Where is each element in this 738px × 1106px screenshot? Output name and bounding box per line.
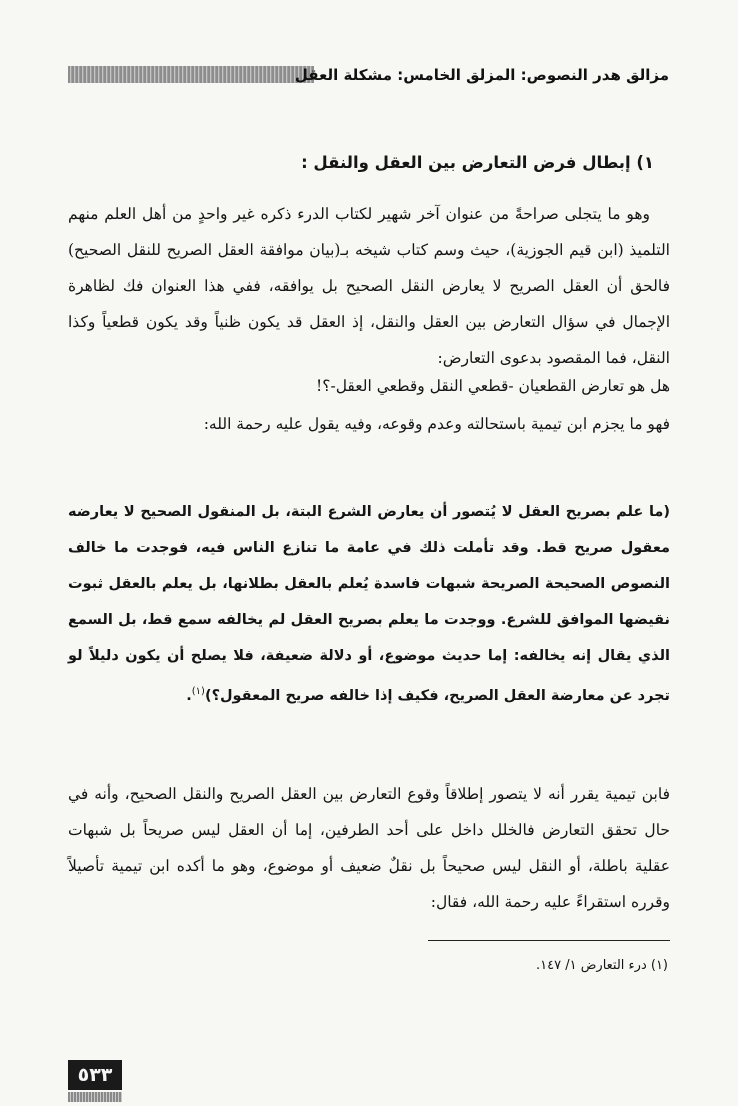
footnote-separator (428, 940, 670, 941)
question-line: هل هو تعارض القطعيان -قطعي النقل وقطعي العقل-؟! (316, 377, 670, 395)
header-title: مزالق هدر النصوص: المزلق الخامس: مشكلة العقل (294, 66, 669, 84)
section-title: ١) إبطال فرض التعارض بين العقل والنقل : (301, 153, 654, 172)
running-header (68, 64, 669, 86)
quote-period: . (186, 687, 192, 704)
paragraph-intro: وهو ما يتجلى صراحةً من عنوان آخر شهير لكتاب الدرء ذكره غير واحدٍ من أهل العلم منهم التلميذ (ابن قيم الجوزية)، حيث وسم كتاب شيخه بـ(بيان موافقة العقل الصريح للنقل الصحيح) فالحق أن العقل الصريح لا يعارض النقل الصحيح بل يوافقه، ففي هذا العنوان فك لظاهرة الإجمال في سؤال التعارض بين العقل والنقل، إذ العقل قد يكون ظنياً وقد يكون قطعياً وكذا النقل، فما المقصود بدعوى التعارض: (68, 205, 670, 367)
ibn-taymiyyah-quote (68, 494, 670, 714)
footnote: (١) درء التعارض ١/ ١٤٧. (535, 958, 668, 973)
quote-text: (ما علم بصريح العقل لا يُتصور أن يعارض الشرع البتة، بل المنقول الصحيح لا يعارضه معقول صريح قط. وقد تأملت ذلك في عامة ما تنازع الناس فيه، فوجدت ما خالف النصوص الصحيحة الصريحة شبهات فاسدة يُعلم بالعقل بطلانها، بل يعلم بالعقل ثبوت نقيضها الموافق للشرع. ووجدت ما يعلم بصريح العقل لم يخالفه سمع قط، بل السمع الذي يقال إنه يخالفه: إما حديث موضوع، أو دلالة ضعيفة، فلا يصلح أن يكون دليلاً لو تجرد عن معارضة العقل الصريح، فكيف إذا خالفه صريح المعقول؟) (68, 504, 670, 704)
paragraph-conclusion: فابن تيمية يقرر أنه لا يتصور إطلاقاً وقوع التعارض بين العقل الصريح والنقل الصحيح، وأنه في حال تحقق التعارض فالخلل داخل على أحد الطرفين، إما أن العقل ليس صريحاً بل شبهات عقلية باطلة، أو النقل ليس صحيحاً بل نقلٌ ضعيف أو موضوع، وهو ما أكده ابن تيمية تأصيلاً وقرره استقراءً عليه رحمة الله، فقال: (68, 785, 670, 911)
page-number-decorative-strip (68, 1092, 122, 1102)
paragraph-lead-in: فهو ما يجزم ابن تيمية باستحالته وعدم وقوعه، وفيه يقول عليه رحمة الله: (203, 415, 670, 433)
page-number: ٥٣٣ (68, 1060, 122, 1090)
footnote-marker: (١) (191, 686, 205, 697)
header-decorative-bar (68, 66, 314, 83)
